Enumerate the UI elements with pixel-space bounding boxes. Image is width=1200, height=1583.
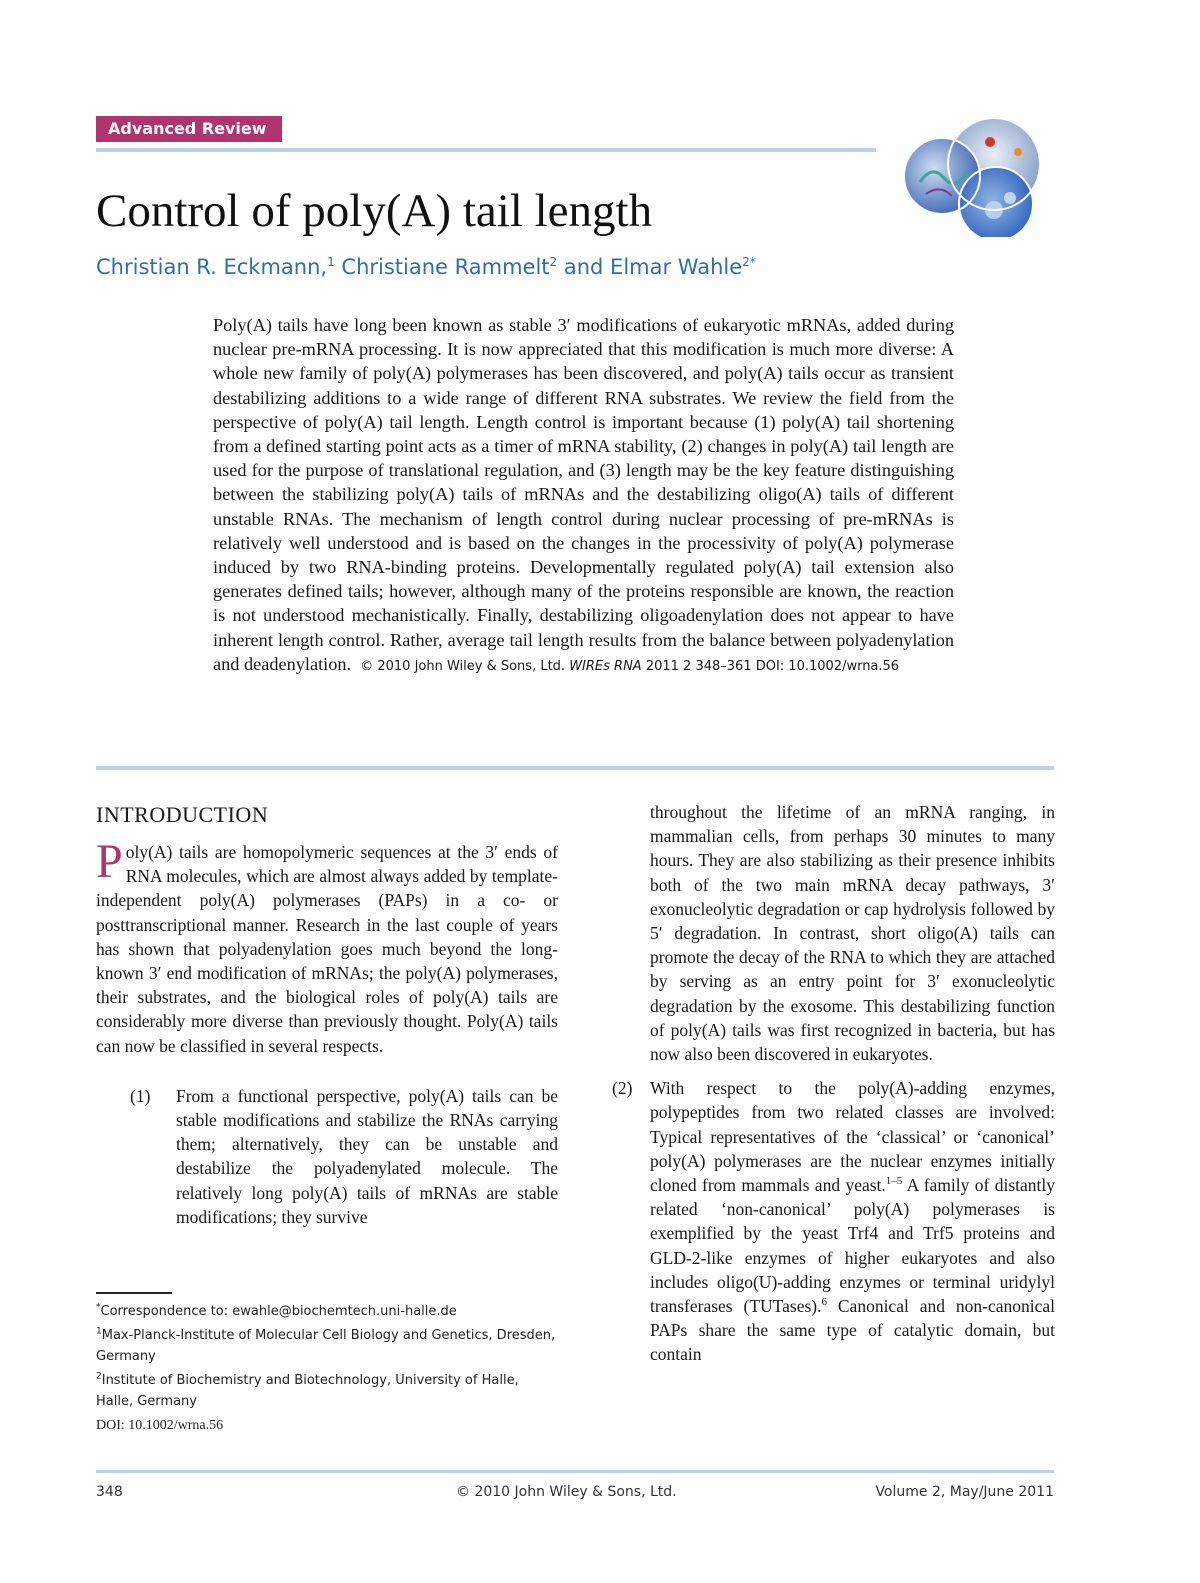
abstract-rule xyxy=(96,766,1054,770)
doi-note: DOI: 10.1002/wrna.56 xyxy=(96,1417,224,1433)
affiliation-text: Institute of Biochemistry and Biotechnology, University of Halle, Halle, Germany xyxy=(96,1372,519,1409)
footer-rule xyxy=(96,1470,1054,1473)
footnotes xyxy=(96,1301,558,1438)
affiliation-2 xyxy=(96,1370,558,1413)
list-item-text xyxy=(650,1076,1055,1366)
article-type-badge: Advanced Review xyxy=(96,116,282,142)
affiliation-marker: 2* xyxy=(742,255,756,269)
list-number: (1) xyxy=(130,1085,151,1106)
affiliation-marker: 2 xyxy=(549,255,558,269)
column-right xyxy=(612,800,1055,1367)
page-footer xyxy=(96,1484,1054,1508)
correspondence-note: *Correspondence to: ewahle@biochemtech.uni-halle.de xyxy=(96,1302,457,1319)
list-item-text-part: Canonical and non-canonical PAPs share the same type of catalytic domain, but contain xyxy=(650,1296,1056,1365)
affiliation-marker: 2 xyxy=(96,1371,102,1382)
reference-marker: 6 xyxy=(821,1296,827,1309)
footnote-rule xyxy=(96,1292,172,1294)
column-left xyxy=(96,800,558,1229)
author-list xyxy=(96,252,756,282)
list-item-text: From a functional perspective, poly(A) tails can be stable modifications and stabilize the RNAs carrying them; alternatively, they can be unstable and destabilize the polyadenylated molecule. The relatively long poly(A) tails of mRNAs are stable modifications; they survive xyxy=(176,1085,558,1227)
list-item-text-part: With respect to the poly(A)-adding enzymes, polypeptides from two related classes are involved: Typical representatives of the ‘classical’ or ‘canonical’ poly(A) polymerases are the nuclear enzymes initially cloned from mammals and yeast. xyxy=(650,1078,1055,1196)
abstract-text: Poly(A) tails have long been known as stable 3′ modifications of eukaryotic mRNAs, added during nuclear pre-mRNA processing. It is now appreciated that this modification is much more diverse: A whole new family of poly(A) polymerases has been discovered, and poly(A) tails occur as transient destabilizing additions to a wide range of different RNA substrates. We review the field from the perspective of poly(A) tail length. Length control is important because (1) poly(A) tail shortening from a defined starting point acts as a timer of mRNA stability, (2) changes in poly(A) tail length are used for the purpose of translational regulation, and (3) length may be the key feature distinguishing between the stabilizing poly(A) tails of mRNAs and the destabilizing oligo(A) tails of different unstable RNAs. The mechanism of length control during nuclear processing of pre-mRNAs is relatively well understood and is based on the changes in the processivity of poly(A) polymerase induced by two RNA-binding proteins. Developmentally regulated poly(A) tail extension also generates defined tails; however, although many of the proteins responsible are known, the reaction is not understood mechanistically. Finally, destabilizing oligoadenylation does not appear to have inherent length control. Rather, average tail length results from the balance between polyadenylation and deadenylation. xyxy=(213,315,954,674)
section-heading: INTRODUCTION xyxy=(96,802,269,827)
footer-copyright: © 2010 John Wiley & Sons, Ltd. xyxy=(456,1484,677,1500)
article-title: Control of poly(A) tail length xyxy=(96,185,653,237)
reference-marker: 1–5 xyxy=(885,1175,903,1188)
abstract xyxy=(213,313,954,679)
affiliation-marker: 1 xyxy=(96,1326,102,1337)
abstract-citation xyxy=(360,659,899,674)
list-item-continuation: throughout the lifetime of an mRNA ranging, in mammalian cells, from perhaps 30 minutes to many hours. They are also stabilizing as their presence inhibits both of the two main mRNA decay pathways, 3′ exonucleolytic degradation or cap hydrolysis followed by 5′ degradation. In contrast, short oligo(A) tails can promote the decay of the RNA to which they are attached by serving as an entry point for 3′ exonucleolytic degradation by the exosome. This destabilizing function of poly(A) tails was first recognized in bacteria, but has now also been discovered in eukaryotes. xyxy=(650,802,1055,1065)
citation-doi: 2011 2 348–361 DOI: 10.1002/wrna.56 xyxy=(645,658,900,674)
affiliation-text: Max-Planck-Institute of Molecular Cell Biology and Genetics, Dresden, Germany xyxy=(96,1327,556,1364)
journal-name: WIREs RNA xyxy=(569,658,642,674)
page-number: 348 xyxy=(96,1484,123,1500)
affiliation-marker: 1 xyxy=(327,255,335,269)
abstract-copyright: © 2010 John Wiley & Sons, Ltd. xyxy=(360,658,566,674)
author-name: and Elmar Wahle xyxy=(563,255,743,279)
journal-circles-logo-icon xyxy=(898,112,1063,237)
intro-paragraph-text: oly(A) tails are homopolymeric sequences at the 3′ ends of RNA molecules, which are almost always added by template-independent poly(A) polymerases (PAPs) in a co- or posttranscriptional manner. Research in the last couple of years has shown that polyadenylation goes much beyond the long-known 3′ end modification of mRNAs; the poly(A) polymerases, their substrates, and the biological roles of poly(A) tails are considerably more diverse than previously thought. Poly(A) tails can now be classified in several respects. xyxy=(96,842,558,1056)
volume-info: Volume 2, May/June 2011 xyxy=(875,1484,1054,1500)
affiliation-1 xyxy=(96,1325,558,1368)
intro-paragraph xyxy=(96,835,558,1058)
author-name: Christiane Rammelt xyxy=(341,255,550,279)
list-item-text-part: A family of distantly related ‘non-canonical’ poly(A) polymerases is exemplified by the yeast Trf4 and Trf5 proteins and GLD-2-like enzymes of higher eukaryotes and also includes oligo(U)-adding enzymes or terminal uridylyl transferases (TUTases). xyxy=(650,1175,1055,1317)
list-number: (2) xyxy=(612,1078,633,1099)
list-item xyxy=(96,1084,558,1229)
list-item xyxy=(612,1076,1055,1366)
author-name: Christian R. Eckmann, xyxy=(96,255,328,279)
drop-cap: P xyxy=(96,835,123,888)
header-rule xyxy=(96,148,876,152)
correspondence-text: Correspondence to: ewahle@biochemtech.uni-halle.de xyxy=(100,1304,457,1319)
